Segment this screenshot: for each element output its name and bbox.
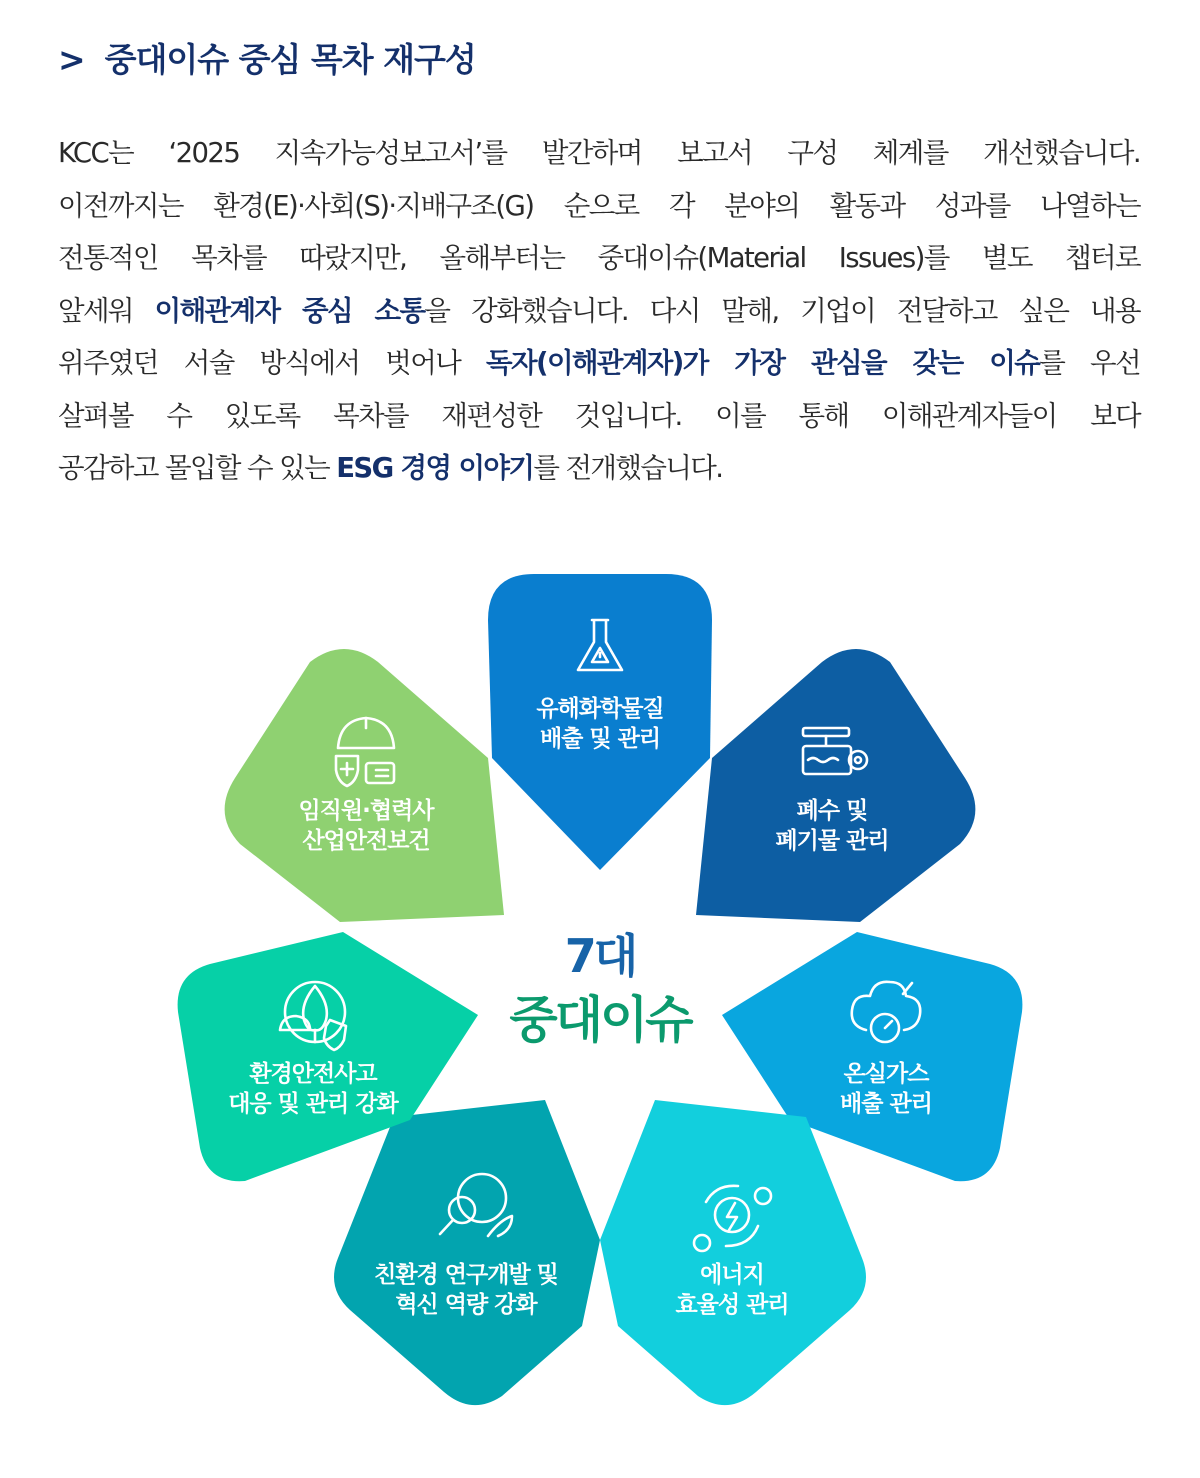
paragraph-line: 전통적인 목차를 따랐지만, 올해부터는 중대이슈(Material Issues)를 별도 챕터로 <box>58 242 1140 274</box>
paragraph-line <box>58 285 1140 338</box>
petal-shape <box>334 1100 600 1405</box>
petal-shape <box>600 1100 866 1405</box>
paragraph-text: 을 강화했습니다. 다시 말해, 기업이 전달하고 싶은 내용 <box>424 294 1140 327</box>
petal-hazardous-chemicals <box>488 574 712 870</box>
petal-label-line1: 유해화학물질 <box>536 696 664 722</box>
petal-wastewater-waste <box>696 649 975 922</box>
paragraph-text: 를 전개했습니다. <box>533 452 723 484</box>
paragraph-line: 이전까지는 환경(E)·사회(S)·지배구조(G) 순으로 각 분야의 활동과 성과를 나열하는 <box>58 189 1140 222</box>
petal-label-line2: 산업안전보건 <box>302 828 430 854</box>
highlight-reader-interest: 독자(이해관계자)가 가장 관심을 갖는 이슈 <box>486 347 1040 379</box>
paragraph-line <box>58 337 1140 390</box>
petal-occupational-safety <box>225 649 504 922</box>
intro-paragraph <box>58 127 1140 495</box>
heading-caret: > <box>58 40 85 79</box>
highlight-esg-story: ESG 경영 이야기 <box>336 452 534 484</box>
petal-energy-efficiency <box>600 1100 866 1405</box>
heading-title: 중대이슈 중심 목차 재구성 <box>104 40 476 79</box>
center-label-line1: 7대 <box>564 929 636 983</box>
petal-label-line1: 폐수 및 <box>796 798 868 824</box>
petal-label-line2: 효율성 관리 <box>675 1292 789 1318</box>
paragraph-text: 를 우선 <box>1039 347 1140 379</box>
petal-label-line1: 환경안전사고 <box>249 1061 377 1087</box>
petal-shape <box>225 649 504 922</box>
paragraph-line: KCC는 ‘2025 지속가능성보고서’를 발간하며 보고서 구성 체계를 개선했습니다. <box>58 137 1140 169</box>
paragraph-text: 위주였던 서술 방식에서 벗어나 <box>58 347 487 379</box>
paragraph-text: 공감하고 몰입할 수 있는 <box>58 452 337 484</box>
petal-label-line1: 온실가스 <box>843 1061 929 1087</box>
paragraph-line <box>58 442 1140 495</box>
petal-shape <box>488 574 712 870</box>
petal-label-line1: 에너지 <box>700 1262 764 1288</box>
petal-label-line2: 배출 관리 <box>840 1091 932 1117</box>
material-issues-diagram <box>0 560 1200 1478</box>
petal-label-line2: 혁신 역량 강화 <box>395 1292 537 1318</box>
paragraph-text: 앞세워 <box>58 294 155 327</box>
paragraph-line: 살펴볼 수 있도록 목차를 재편성한 것입니다. 이를 통해 이해관계자들이 보다 <box>58 399 1140 432</box>
petal-label-line2: 배출 및 관리 <box>539 726 661 752</box>
petal-eco-rnd <box>334 1100 600 1405</box>
petal-label-line1: 임직원·협력사 <box>298 798 434 824</box>
center-label-line2: 중대이슈 <box>509 991 691 1049</box>
section-heading <box>58 34 476 81</box>
petal-label-line1: 친환경 연구개발 및 <box>374 1262 558 1288</box>
petal-label-line2: 폐기물 관리 <box>775 828 889 854</box>
highlight-stakeholder-communication: 이해관계자 중심 소통 <box>154 294 425 327</box>
petal-shape <box>696 649 975 922</box>
petal-label-line2: 대응 및 관리 강화 <box>228 1091 398 1117</box>
